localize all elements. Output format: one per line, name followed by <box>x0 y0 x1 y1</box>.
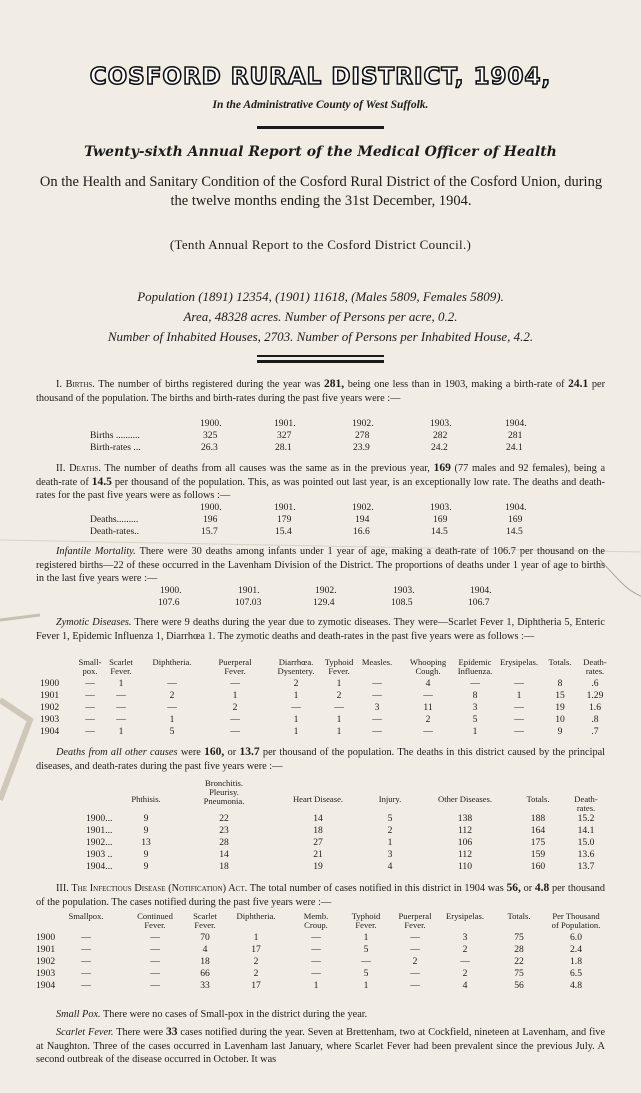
zymotic-row-cell: — <box>85 690 95 701</box>
other-causes-row-cell: 164 <box>530 825 546 836</box>
infectious-row-cell: 70 <box>200 932 210 943</box>
zymotic-row-cell: — <box>514 714 524 725</box>
other-causes-row-cell: 14.1 <box>577 825 595 836</box>
infectious-row-cell: 1 <box>313 980 319 991</box>
infectious-row-cell: 2 <box>412 956 418 967</box>
other-causes-row-cell: 18 <box>313 825 323 836</box>
infectious-row-cell: 1.8 <box>570 956 582 967</box>
zymotic-row-cell: — <box>85 678 95 689</box>
infectious-row-cell: — <box>311 932 321 943</box>
infectious-row-year: 1904 <box>36 980 56 991</box>
other-causes-row-cell: 13.7 <box>577 861 595 872</box>
infectious-row-cell: 75 <box>514 932 524 943</box>
infectious-row-cell: 28 <box>514 944 524 955</box>
zymotic-row-cell: — <box>514 702 524 713</box>
zymotic-row-cell: 10 <box>555 714 565 725</box>
zymotic-row-cell: — <box>514 726 524 737</box>
infectious-row-cell: — <box>410 932 420 943</box>
other-causes-row-cell: 19 <box>313 861 323 872</box>
infectious-row-cell: 17 <box>251 980 261 991</box>
infectious-row-cell: 56 <box>514 980 524 991</box>
other-causes-row-cell: 112 <box>457 825 473 836</box>
other-causes-row-cell: 18 <box>219 861 229 872</box>
births-paragraph: I. Births. The number of births registered during the year was 281, being one less than in 1903, making a birth-rate of 24.1 per thousand of the population. The births and birth-rates during the past five years were :— <box>36 378 606 404</box>
infectious-row-cell: 6.0 <box>570 932 582 943</box>
infectious-row-year: 1902 <box>36 956 56 967</box>
other-causes-row-cell: 14 <box>219 849 229 860</box>
zymotic-paragraph: Zymotic Diseases. There were 9 deaths during the year due to zymotic diseases. They were—Scarlet Fever 1, Diphtheria 5, Enteric Fever 1, Epidemic Influenza 1, Diarrhœa 1. The zymotic deaths and death-rates in the past five years were as follows :— <box>36 617 605 642</box>
infectious-row-cell: 1 <box>253 932 259 943</box>
zymotic-row-cell: — <box>85 714 95 725</box>
infectious-row-cell: — <box>361 956 371 967</box>
zymotic-row-cell: .8 <box>591 714 599 725</box>
houses-line: Number of Inhabited Houses, 2703. Number of Persons per Inhabited House, 4.2. <box>107 329 534 344</box>
infectious-row-cell: 66 <box>200 968 210 979</box>
zymotic-row-cell: 1.29 <box>586 690 604 701</box>
other-causes-row-cell: 1 <box>387 837 393 848</box>
infectious-row-cell: — <box>81 944 91 955</box>
zymotic-row-cell: — <box>116 690 126 701</box>
zymotic-row-cell: — <box>167 702 177 713</box>
infectious-row-cell: 3 <box>462 932 468 943</box>
zymotic-row-cell: — <box>85 702 95 713</box>
infectious-row-cell: 4 <box>202 944 208 955</box>
zymotic-row-cell: — <box>372 714 382 725</box>
infectious-row-cell: — <box>410 980 420 991</box>
divider-rule-double <box>257 355 384 357</box>
zymotic-row-cell: — <box>514 678 524 689</box>
other-causes-row-year: 1902... <box>86 837 113 848</box>
zymotic-row-cell: — <box>116 702 126 713</box>
other-causes-row-cell: 110 <box>457 861 473 872</box>
zymotic-row-cell: 3 <box>374 702 380 713</box>
infectious-row-cell: 2 <box>462 944 468 955</box>
divider-rule <box>257 126 384 129</box>
zymotic-row-cell: 3 <box>472 702 478 713</box>
smallpox-paragraph: Small Pox. There were no cases of Small-pox in the district during the year. <box>56 1009 368 1020</box>
zymotic-row-cell: 1 <box>232 690 238 701</box>
infectious-row-cell: 4.8 <box>570 980 582 991</box>
infectious-row-cell: 2 <box>253 956 259 967</box>
other-causes-row-cell: 27 <box>313 837 323 848</box>
other-causes-row-cell: 13.6 <box>577 849 595 860</box>
zymotic-row-cell: .6 <box>591 678 599 689</box>
other-causes-row-cell: 5 <box>387 813 393 824</box>
infectious-row-cell: — <box>410 968 420 979</box>
intro-text: On the Health and Sanitary Condition of the Cosford Rural District of the Cosford Union, during the twelve months ending the 31st December, 1904. <box>39 174 603 209</box>
other-causes-row-cell: 28 <box>219 837 229 848</box>
infectious-row-cell: 2.4 <box>570 944 582 955</box>
infectious-row-cell: 18 <box>200 956 210 967</box>
deaths-paragraph: II. Deaths. The number of deaths from all causes was the same as in the previous year, 169 (77 males and 92 females), being a death-rate of 14.5 per thousand of the population. This, as was pointed out last year, is an exceptionally low rate. The deaths and death-rates for the past five years were as follows :— <box>36 462 606 502</box>
zymotic-row-cell: — <box>291 702 301 713</box>
infectious-row-year: 1900 <box>36 932 56 943</box>
zymotic-row-year: 1904 <box>40 726 60 737</box>
infectious-row-cell: — <box>150 944 160 955</box>
other-causes-row-cell: 15.0 <box>577 837 595 848</box>
zymotic-row-cell: 11 <box>423 702 433 713</box>
zymotic-row-cell: 1 <box>336 678 342 689</box>
zymotic-row-cell: 1 <box>336 726 342 737</box>
births-table: 1900. 1901. 1902. 1903. 1904. Births .......... 325 327 278 282 281 Birth-rates ... 26.3 28.1 23.9 24.2 24.1 <box>90 418 527 453</box>
zymotic-row-cell: 15 <box>555 690 565 701</box>
zymotic-row-cell: — <box>423 690 433 701</box>
infectious-row-cell: — <box>81 968 91 979</box>
zymotic-row-cell: 8 <box>557 678 563 689</box>
other-causes-row-cell: 106 <box>457 837 473 848</box>
infectious-row-cell: — <box>460 956 470 967</box>
zymotic-row-cell: 1 <box>516 690 522 701</box>
infectious-row-cell: 1 <box>363 932 369 943</box>
infectious-row-year: 1903 <box>36 968 56 979</box>
infectious-row-cell: — <box>81 980 91 991</box>
zymotic-row-year: 1900 <box>40 678 60 689</box>
zymotic-row-cell: 1 <box>336 714 342 725</box>
infectious-paragraph: III. The Infectious Disease (Notification) Act. The total number of cases notified in this district in 1904 was 56, or 4.8 per thousand of the population. The cases notified during the past five years were :— <box>36 882 606 908</box>
infectious-row-cell: 1 <box>363 980 369 991</box>
zymotic-row-cell: — <box>334 702 344 713</box>
zymotic-row-cell: 1.6 <box>589 702 601 713</box>
zymotic-row-cell: — <box>423 726 433 737</box>
zymotic-row-cell: — <box>470 678 480 689</box>
other-causes-row-cell: 2 <box>387 825 393 836</box>
zymotic-row-cell: 1 <box>293 690 299 701</box>
document-title: COSFORD RURAL DISTRICT, 1904, <box>89 64 552 90</box>
area-line: Area, 48328 acres. Number of Persons per acre, 0.2. <box>183 309 458 324</box>
zymotic-row-cell: 5 <box>472 714 478 725</box>
infectious-row-cell: 4 <box>462 980 468 991</box>
zymotic-row-cell: 2 <box>293 678 299 689</box>
other-causes-row-year: 1904... <box>86 861 113 872</box>
zymotic-row-cell: 9 <box>557 726 563 737</box>
other-causes-row-cell: 160 <box>530 861 546 872</box>
population-line: Population (1891) 12354, (1901) 11618, (Males 5809, Females 5809). <box>137 289 504 304</box>
other-causes-row-cell: 188 <box>530 813 546 824</box>
other-causes-row-cell: 9 <box>143 849 149 860</box>
other-causes-row-cell: 3 <box>387 849 393 860</box>
infectious-row-cell: — <box>311 944 321 955</box>
other-causes-row-cell: 13 <box>141 837 151 848</box>
zymotic-row-cell: 1 <box>293 714 299 725</box>
report-title: Twenty-sixth Annual Report of the Medical Officer of Health <box>84 144 557 160</box>
other-causes-row-cell: 159 <box>530 849 546 860</box>
zymotic-row-cell: — <box>167 678 177 689</box>
zymotic-row-cell: — <box>230 678 240 689</box>
other-causes-paragraph: Deaths from all other causes were 160, or 13.7 per thousand of the population. The deaths in this district caused by the principal diseases, and death-rates during the past five years were :— <box>36 746 606 772</box>
other-causes-row-cell: 22 <box>219 813 229 824</box>
infectious-row-cell: — <box>311 968 321 979</box>
document-subtitle: In the Administrative County of West Suffolk. <box>212 99 429 111</box>
other-causes-row-cell: 15.2 <box>577 813 595 824</box>
zymotic-row-cell: 4 <box>425 678 431 689</box>
zymotic-row-cell: 1 <box>118 678 124 689</box>
zymotic-row-cell: 1 <box>293 726 299 737</box>
other-causes-row-cell: 21 <box>313 849 323 860</box>
deaths-table: 1900. 1901. 1902. 1903. 1904. Deaths......... 196 179 194 169 169 Death-rates.. 15.7 15.4 16.6 14.5 14.5 <box>90 502 527 537</box>
infantile-table: 1900. 1901. 1902. 1903. 1904. 107.6 107.03 129.4 108.5 106.7 <box>158 585 492 608</box>
zymotic-row-cell: 8 <box>472 690 478 701</box>
zymotic-row-cell: 2 <box>169 690 175 701</box>
zymotic-row-cell: 5 <box>169 726 175 737</box>
infectious-row-cell: 17 <box>251 944 261 955</box>
tenth-report-line: (Tenth Annual Report to the Cosford District Council.) <box>169 237 472 252</box>
zymotic-row-cell: — <box>372 726 382 737</box>
other-causes-row-cell: 112 <box>457 849 473 860</box>
infectious-row-year: 1901 <box>36 944 56 955</box>
zymotic-row-cell: 2 <box>425 714 431 725</box>
infectious-row-cell: 5 <box>363 944 369 955</box>
zymotic-row-cell: .7 <box>591 726 599 737</box>
zymotic-row-cell: 1 <box>169 714 175 725</box>
zymotic-row-cell: — <box>230 714 240 725</box>
zymotic-row-cell: 1 <box>472 726 478 737</box>
other-causes-row-cell: 9 <box>143 861 149 872</box>
infectious-row-cell: 22 <box>514 956 524 967</box>
infantile-paragraph: Infantile Mortality. There were 30 deaths among infants under 1 year of age, making a death-rate of 106.7 per thousand on the registered births—22 of these occurred in the Lavenham Division of the District. The proportions of deaths under 1 year of age to births in the last five years were :— <box>36 546 606 585</box>
other-causes-row-cell: 9 <box>143 825 149 836</box>
other-causes-row-year: 1903 .. <box>86 849 113 860</box>
other-causes-row-cell: 14 <box>313 813 323 824</box>
zymotic-row-cell: — <box>85 726 95 737</box>
other-causes-row-cell: 138 <box>457 813 473 824</box>
zymotic-row-year: 1902 <box>40 702 60 713</box>
zymotic-row-cell: — <box>230 726 240 737</box>
zymotic-row-cell: — <box>372 678 382 689</box>
infectious-row-cell: 2 <box>253 968 259 979</box>
infectious-row-cell: 33 <box>200 980 210 991</box>
infectious-row-cell: 5 <box>363 968 369 979</box>
infectious-row-cell: 2 <box>462 968 468 979</box>
other-causes-row-cell: 175 <box>530 837 546 848</box>
infectious-table: Smallpox. Continued Fever. Scarlet Fever. Diphtheria. Memb. Croup. Typhoid Fever. Puerperal Fever. Erysipelas. Totals. Per Thousand of Population. 1900 — — 70 1 — 1 — 3 75 6.0 1901 — — 4 17 — 5 — 2 28 2.4 1902 — — 18 2 — — 2 — 22 1.8 1903 — — 66 2 — 5 — 2 75 6.5 1904 — — 33 17 1 1 — 4 56 4.8 <box>36 911 601 991</box>
zymotic-row-year: 1903 <box>40 714 60 725</box>
infectious-row-cell: — <box>150 956 160 967</box>
zymotic-row-cell: 2 <box>232 702 238 713</box>
zymotic-row-cell: — <box>372 690 382 701</box>
infectious-row-cell: 75 <box>514 968 524 979</box>
zymotic-row-cell: 1 <box>118 726 124 737</box>
zymotic-row-cell: 2 <box>336 690 342 701</box>
zymotic-row-cell: — <box>116 714 126 725</box>
zymotic-table: Small- pox. Scarlet Fever. Diphtheria. Puerperal Fever. Diarrhœa. Dysentery. Typhoid Fever. Measles. Whooping Cough. Epidemic Influenza. Erysipelas. Totals. Death- rates. 1900 — 1 — — 2 1 — 4 — — 8 .6 1901 — — 2 1 1 2 — — 8 1 15 1.29 1902 — — — 2 — — 3 11 3 — 19 1.6 1903 — — 1 — 1 1 — 2 5 — 10 .8 1904 — 1 5 — 1 1 — — 1 — 9 .7 <box>0 658 641 738</box>
infectious-row-cell: — <box>410 944 420 955</box>
infectious-row-cell: — <box>81 956 91 967</box>
infectious-row-cell: 6.5 <box>570 968 582 979</box>
infectious-row-cell: — <box>150 980 160 991</box>
other-causes-row-cell: 4 <box>387 861 393 872</box>
zymotic-row-year: 1901 <box>40 690 60 701</box>
infectious-row-cell: — <box>150 932 160 943</box>
scarlet-paragraph: Scarlet Fever. There were 33 cases notified during the year. Seven at Brettenham, two at Cockfield, nineteen at Lavenham, and five at Naughton. Three of the cases occurred in Lavenham last January, where Scarlet Fever had been prevalent since the previous July. A second outbreak of the disease occurred in October. It was <box>36 1026 606 1066</box>
other-causes-row-cell: 9 <box>143 813 149 824</box>
other-causes-table: Phthisis. Bronchitis. Pleurisy. Pneumonia. Heart Disease. Injury. Other Diseases. Totals. Death- rates. 1900... 9 22 14 5 138 188 15.2 1901... 9 23 18 2 112 164 14.1 1902... 13 28 27 1 106 175 15.0 1903 .. 9 14 21 3 112 159 13.6 1904... 9 18 19 4 110 160 13.7 <box>0 779 641 873</box>
other-causes-row-cell: 23 <box>219 825 229 836</box>
infectious-row-cell: — <box>150 968 160 979</box>
zymotic-row-cell: 19 <box>555 702 565 713</box>
infectious-row-cell: — <box>81 932 91 943</box>
other-causes-row-year: 1900... <box>86 813 113 824</box>
other-causes-row-year: 1901... <box>86 825 113 836</box>
infectious-row-cell: — <box>311 956 321 967</box>
divider-rule-double <box>257 360 384 363</box>
